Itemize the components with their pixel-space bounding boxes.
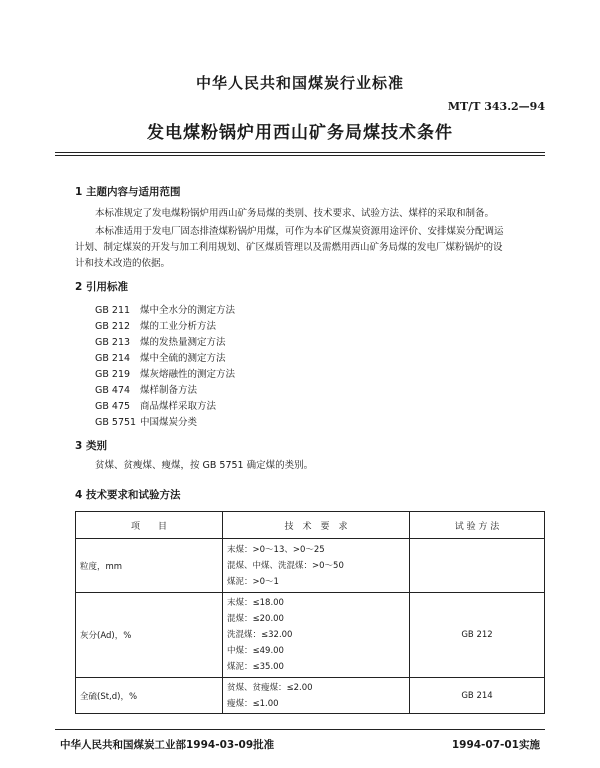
row-requirement: 贫煤、贫瘦煤：≤2.00 瘦煤：≤1.00 [223,678,410,714]
header-divider-top [55,152,545,153]
row-item: 全硫(St,d)，% [76,678,223,714]
row-method: GB 214 [410,678,545,714]
section-1-paragraph-2-line-2: 计划、制定煤炭的开发与加工利用规划、矿区煤质管理以及需燃用西山矿务局煤的发电厂煤粉锅炉的设 [75,242,503,253]
header-item: 项 目 [76,512,223,539]
reference-item: GB 474 煤样制备方法 [95,385,198,396]
section-2-heading: 2 引用标准 [75,281,128,293]
row-method [410,539,545,593]
table-row [76,539,545,593]
section-3-heading: 3 类别 [75,440,107,452]
implementation-date: 1994-07-01实施 [451,739,540,751]
reference-item: GB 213 煤的发热量测定方法 [95,337,226,348]
header-method: 试 验 方 法 [410,512,545,539]
row-method: GB 212 [410,593,545,678]
section-1-heading: 1 主题内容与适用范围 [75,186,181,198]
technical-requirements-table [75,511,545,714]
reference-item: GB 475 商品煤样采取方法 [95,401,217,412]
footer-divider [55,729,545,730]
reference-item: GB 212 煤的工业分析方法 [95,321,217,332]
standard-org-heading: 中华人民共和国煤炭行业标准 [195,74,404,92]
table-header-row [76,512,545,539]
section-3-paragraph: 贫煤、贫瘦煤、瘦煤，按 GB 5751 确定煤的类别。 [95,460,314,471]
section-1-paragraph-1: 本标准规定了发电煤粉锅炉用西山矿务局煤的类别、技术要求、试验方法、煤样的采取和制备。 [95,208,495,219]
approval-info: 中华人民共和国煤炭工业部1994-03-09批准 [60,739,275,751]
reference-item: GB 219 煤灰熔融性的测定方法 [95,369,236,380]
row-item: 粒度，mm [76,539,223,593]
section-1-paragraph-2-line-3: 计和技术改造的依据。 [75,258,171,269]
standard-number: MT/T 343.2—94 [447,100,545,113]
document-title: 发电煤粉锅炉用西山矿务局煤技术条件 [147,123,453,143]
reference-item: GB 211 煤中全水分的测定方法 [95,305,236,316]
section-1-paragraph-2-line-1: 本标准适用于发电厂固态排渣煤粉锅炉用煤，可作为本矿区煤炭资源用途评价、安排煤炭分配调运 [95,226,504,237]
header-divider-bottom [55,155,545,156]
row-item: 灰分(Ad)，% [76,593,223,678]
reference-item: GB 214 煤中全硫的测定方法 [95,353,226,364]
row-requirement: 末煤：≤18.00 混煤：≤20.00 洗混煤：≤32.00 中煤：≤49.00 煤泥：≤35.00 [223,593,410,678]
table-row [76,678,545,714]
row-requirement: 末煤：>0～13、>0～25 混煤、中煤、洗混煤：>0～50 煤泥：>0～1 [223,539,410,593]
header-requirement: 技 术 要 求 [223,512,410,539]
table-row [76,593,545,678]
section-4-heading: 4 技术要求和试验方法 [75,489,181,501]
reference-item: GB 5751 中国煤炭分类 [95,417,198,428]
